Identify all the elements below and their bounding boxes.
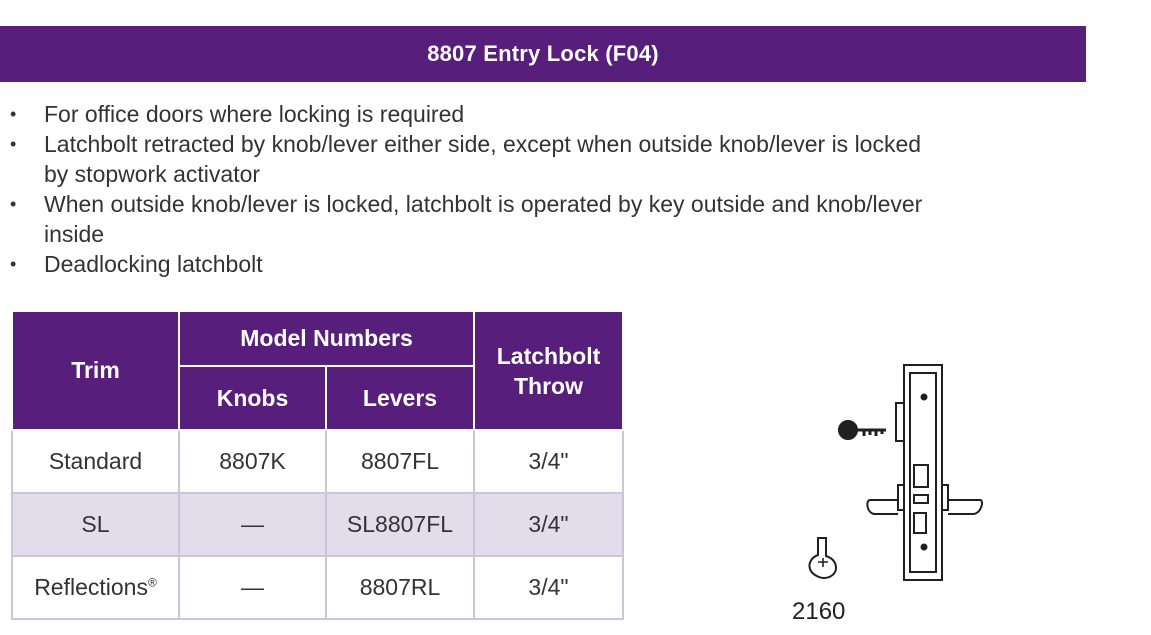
header-latchbolt-line1: Latchbolt	[496, 342, 601, 369]
cell-levers: 8807FL	[326, 430, 474, 493]
cell-trim: SL	[12, 493, 179, 556]
cell-throw: 3/4"	[474, 430, 623, 493]
table-row	[12, 556, 623, 619]
bullet-icon: •	[10, 194, 17, 214]
header-levers: Levers	[326, 366, 474, 430]
list-item-text: When outside knob/lever is locked, latchbolt is operated by key outside and knob/lever inside	[44, 191, 923, 247]
header-latchbolt-throw	[474, 311, 623, 430]
cell-knobs: —	[179, 556, 326, 619]
cell-knobs: —	[179, 493, 326, 556]
list-item	[0, 129, 924, 189]
table-row	[12, 493, 623, 556]
cell-knobs: 8807K	[179, 430, 326, 493]
cell-levers: SL8807FL	[326, 493, 474, 556]
header-knobs: Knobs	[179, 366, 326, 430]
cylinder-icon	[809, 538, 836, 578]
list-item	[0, 189, 924, 249]
bullet-icon: •	[10, 104, 17, 124]
cell-levers: 8807RL	[326, 556, 474, 619]
cell-throw: 3/4"	[474, 556, 623, 619]
page-title: 8807 Entry Lock (F04)	[427, 41, 659, 66]
header-trim: Trim	[12, 311, 179, 430]
lock-body-icon	[867, 365, 982, 580]
title-banner	[0, 26, 1086, 82]
key-icon	[839, 421, 886, 439]
list-item	[0, 249, 924, 279]
header-model-numbers: Model Numbers	[179, 311, 474, 366]
table-row	[12, 430, 623, 493]
list-item-text: For office doors where locking is required	[44, 101, 465, 127]
bullet-icon: •	[10, 254, 17, 274]
header-latchbolt-line2: Throw	[514, 372, 583, 399]
list-item-text: Deadlocking latchbolt	[44, 251, 263, 277]
cell-trim: Standard	[12, 430, 179, 493]
bullet-icon: •	[10, 134, 17, 154]
list-item	[0, 99, 924, 129]
cell-throw: 3/4"	[474, 493, 623, 556]
feature-list	[0, 99, 1000, 279]
cell-trim: Reflections®	[12, 556, 179, 619]
function-code: 2160	[792, 598, 846, 625]
model-table	[11, 310, 624, 620]
list-item-text: Latchbolt retracted by knob/lever either side, except when outside knob/lever is locked by stopwork activator	[44, 131, 922, 187]
lock-function-diagram	[800, 355, 1000, 595]
